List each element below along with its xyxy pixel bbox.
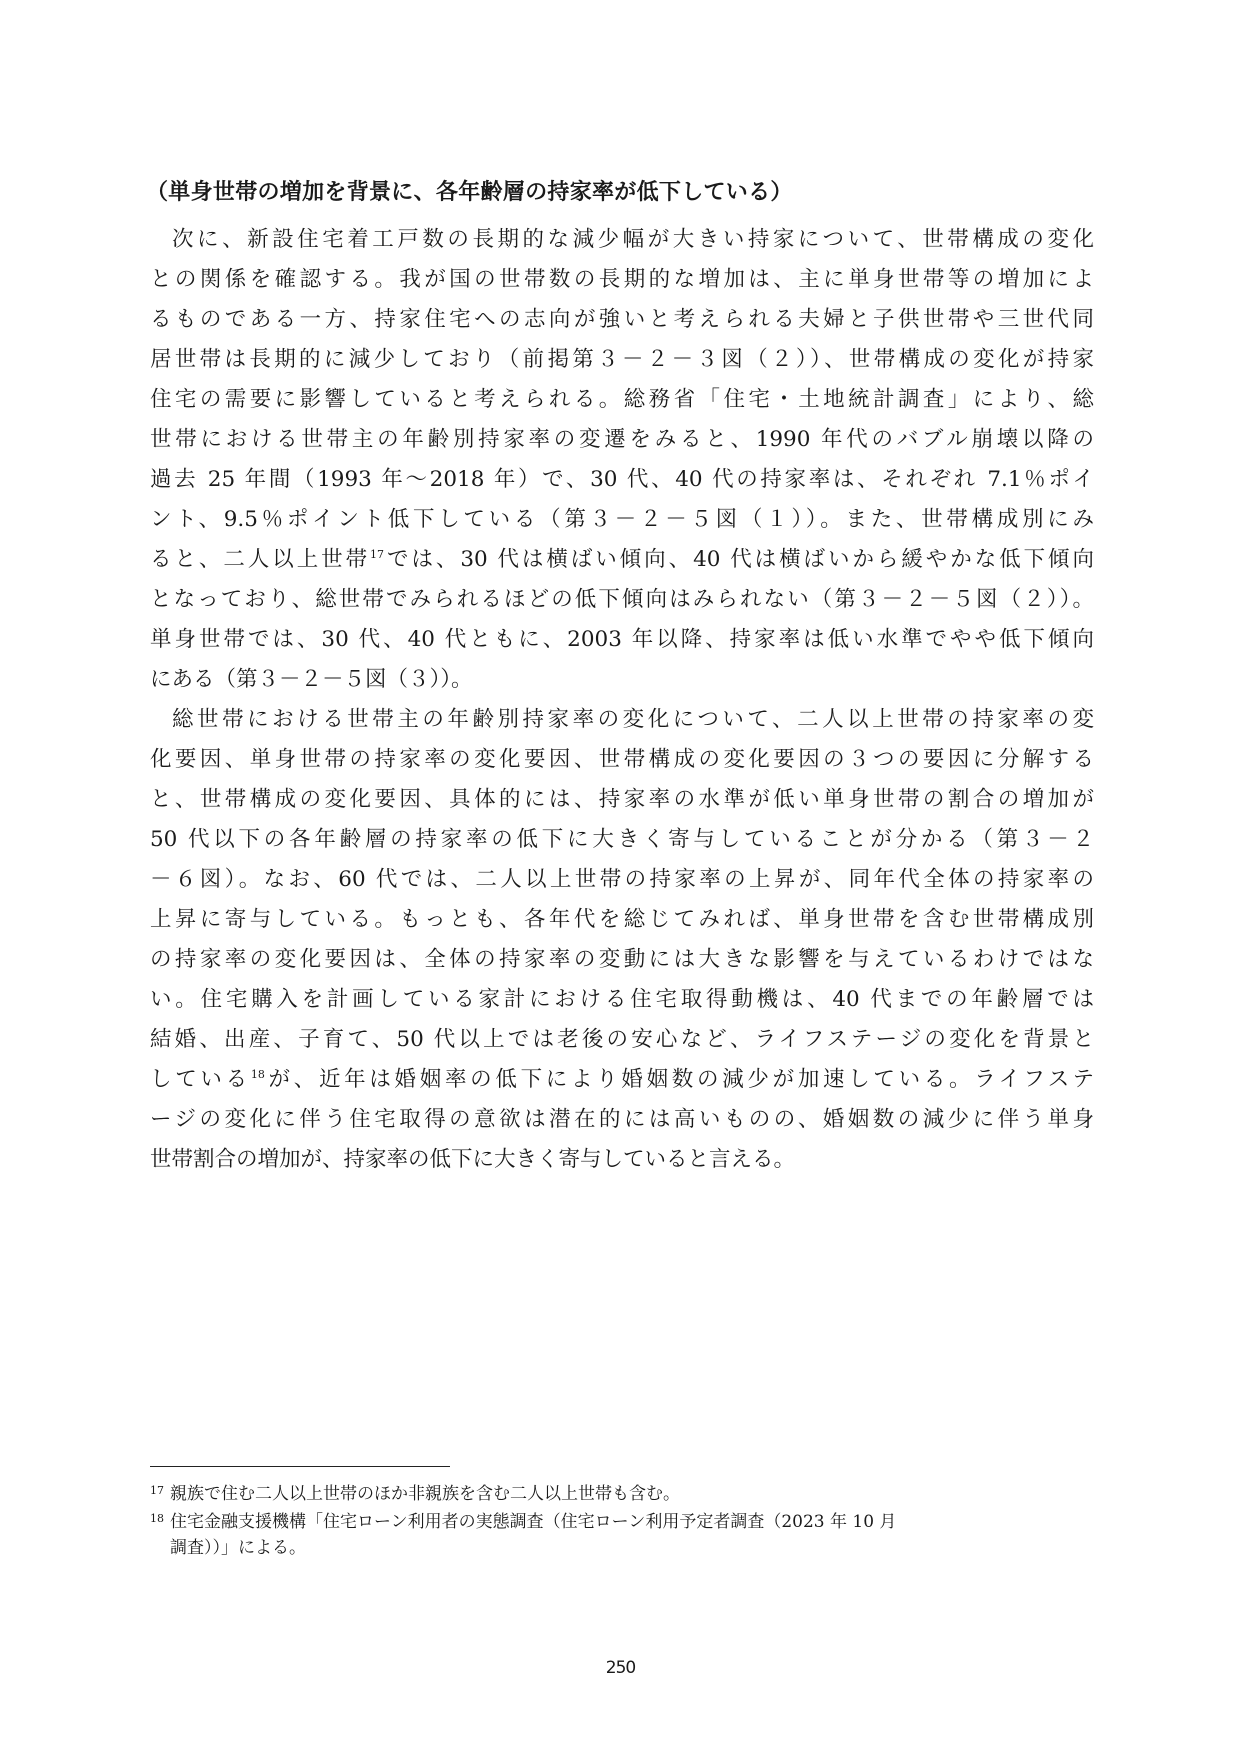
paragraph-1-line-3: るものである一方、持家住宅への志向が強いと考えられる夫婦と子供世帯や三世代同 [150, 307, 1094, 332]
paragraph-1-line-6: 世帯における世帯主の年齢別持家率の変遷をみると、1990 年代のバブル崩壊以降の [150, 427, 1094, 452]
paragraph-1-line-7: 過去 25 年間（1993 年～2018 年）で、30 代、40 代の持家率は、それぞれ 7.1％ポイ [150, 467, 1094, 492]
line-9-text-start: ると、二人以上世帯 [150, 547, 371, 572]
line-10-text-start: している [150, 1067, 251, 1092]
paragraph-1-line-5: 住宅の需要に影響していると考えられる。総務省「住宅・土地統計調査」により、総 [150, 387, 1094, 412]
footnote-number: 17 [150, 1484, 164, 1497]
footnote-text: 親族で住む二人以上世帯のほか非親族を含む二人以上世帯も含む。 [170, 1484, 680, 1504]
paragraph-1-line-4: 居世帯は長期的に減少しており（前掲第３－２－３図（２））、世帯構成の変化が持家 [150, 347, 1094, 372]
paragraph-2-line-12: 世帯割合の増加が、持家率の低下に大きく寄与していると言える。 [150, 1147, 796, 1172]
paragraph-2-line-2: 化要因、単身世帯の持家率の変化要因、世帯構成の変化要因の３つの要因に分解する [150, 747, 1094, 772]
page-number: 250 [605, 1658, 636, 1678]
footnote-text-continuation: 調査））」による。 [170, 1538, 306, 1558]
footnote-17 [150, 1478, 1094, 1507]
footnote-ref-18: 18 [250, 1068, 265, 1081]
footnote-text: 住宅金融支援機構「住宅ローン利用者の実態調査（住宅ローン利用予定者調査（2023 年 10 月 [170, 1512, 897, 1532]
paragraph-2-line-11: ージの変化に伴う住宅取得の意欲は潜在的には高いものの、婚姻数の減少に伴う単身 [150, 1107, 1094, 1132]
paragraph-2-line-9: 結婚、出産、子育て、50 代以上では老後の安心など、ライフステージの変化を背景と [150, 1027, 1094, 1052]
paragraph-1-line-8: ント、9.5％ポイント低下している（第３－２－５図（１））。また、世帯構成別にみ [150, 507, 1094, 532]
paragraph-1-line-1: 次に、新設住宅着工戸数の長期的な減少幅が大きい持家について、世帯構成の変化 [172, 227, 1094, 252]
line-9-text-end: では、30 代は横ばい傾向、40 代は横ばいから緩やかな低下傾向 [384, 547, 1094, 572]
paragraph-1-line-11: 単身世帯では、30 代、40 代ともに、2003 年以降、持家率は低い水準でやや低下傾向 [150, 627, 1094, 652]
paragraph-2-line-3: と、世帯構成の変化要因、具体的には、持家率の水準が低い単身世帯の割合の増加が [150, 787, 1094, 812]
section-heading: （単身世帯の増加を背景に、各年齢層の持家率が低下している） [146, 180, 793, 205]
paragraph-2-line-6: 上昇に寄与している。もっとも、各年代を総じてみれば、単身世帯を含む世帯構成別 [150, 907, 1094, 932]
paragraph-2-line-10 [150, 1064, 1094, 1104]
footnote-number: 18 [150, 1512, 164, 1525]
paragraph-1-line-2: との関係を確認する。我が国の世帯数の長期的な増加は、主に単身世帯等の増加によ [150, 267, 1094, 292]
paragraph-1-line-9 [150, 544, 1094, 584]
paragraph-1-line-12: にある（第３－２－５図（３））。 [150, 667, 473, 692]
line-10-text-end: が、近年は婚姻率の低下により婚姻数の減少が加速している。ライフステ [264, 1067, 1094, 1092]
footnote-ref-17: 17 [370, 548, 385, 561]
paragraph-2-line-8: い。住宅購入を計画している家計における住宅取得動機は、40 代までの年齢層では [150, 987, 1094, 1012]
footnote-divider [150, 1466, 450, 1467]
paragraph-2-line-1: 総世帯における世帯主の年齢別持家率の変化について、二人以上世帯の持家率の変 [172, 707, 1094, 732]
paragraph-2-line-4: 50 代以下の各年齢層の持家率の低下に大きく寄与していることが分かる（第３－２ [150, 827, 1094, 852]
paragraph-2-line-7: の持家率の変化要因は、全体の持家率の変動には大きな影響を与えているわけではな [150, 947, 1094, 972]
paragraph-2-line-5: －６図）。なお、60 代では、二人以上世帯の持家率の上昇が、同年代全体の持家率の [150, 867, 1094, 892]
footnote-18 [150, 1506, 1094, 1561]
paragraph-1-line-10: となっており、総世帯でみられるほどの低下傾向はみられない（第３－２－５図（２））。 [150, 587, 1094, 612]
